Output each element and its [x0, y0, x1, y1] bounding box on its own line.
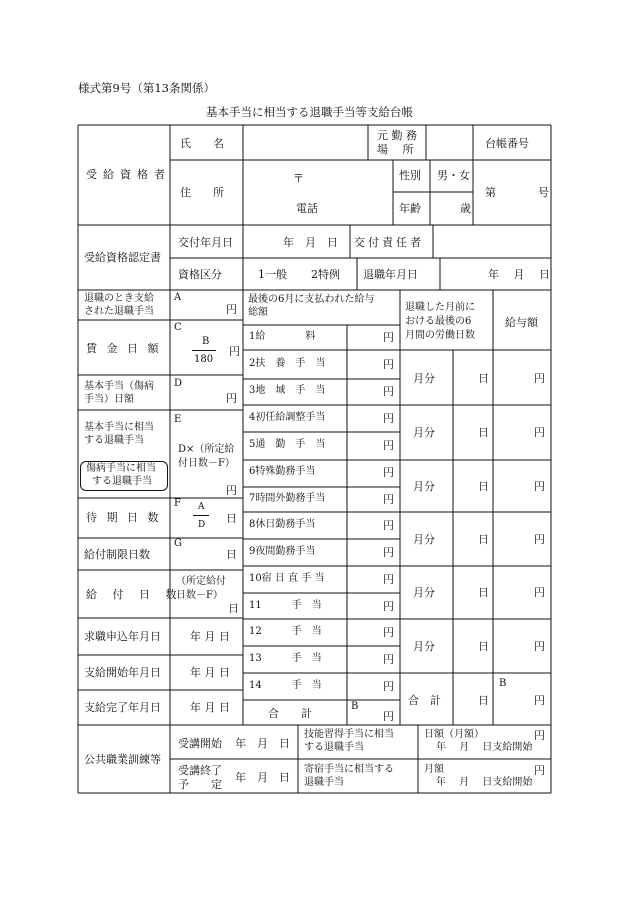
training-start-label: 受講開始: [178, 737, 222, 750]
wage-item-9: 9夜間勤務手当: [249, 546, 316, 557]
wage-yen-6: 円: [383, 466, 394, 479]
work-days-label-2: おける最後の6: [405, 316, 472, 327]
ledger-number-label: 台帳番号: [485, 137, 529, 150]
formula-f-numerator: A: [198, 502, 205, 512]
wage-item-4: 4初任給調整手当: [249, 412, 326, 423]
fraction-bar-f: [193, 515, 209, 516]
month-unit-4: 月分: [413, 533, 435, 546]
wage-item-2: 2扶 養 手 当: [249, 358, 326, 369]
yen-a: 円: [226, 303, 237, 316]
benefit-days-formula-2: 日数－F）: [176, 590, 223, 601]
wage-item-6: 6特殊勤務手当: [249, 466, 316, 477]
form-number: 様式第9号（第13条関係）: [78, 81, 215, 95]
job-apply-date-ymd: 年 月 日: [190, 630, 230, 643]
pay-start-date-label: 支給開始年月日: [84, 666, 161, 679]
yen-unit-1: 円: [534, 372, 545, 385]
day-unit-5: 日: [478, 586, 489, 599]
wage-yen-14: 円: [383, 680, 394, 693]
wage-item-13: 13 手 当: [249, 653, 322, 664]
former-workplace-label: 元 勤 務: [377, 129, 417, 142]
wage-item-1: 1給 料: [249, 331, 316, 342]
waiting-days-label: 待 期 日 数: [86, 511, 162, 524]
sex-options: 男・女: [437, 169, 470, 182]
last6-total-label: 最後の6月に支払われた給与: [248, 294, 375, 305]
formula-f-denominator: D: [198, 520, 206, 530]
benefit-days-label: 給 付 日 数: [86, 588, 183, 601]
restriction-days-label: 給付制限日数: [84, 548, 150, 561]
wage-yen-7: 円: [383, 493, 394, 506]
wage-daily-label: 賃 金 日 額: [86, 342, 162, 355]
fraction-bar-c: [192, 350, 216, 351]
training-end-label-2: 予 定: [178, 778, 222, 791]
age-unit: 歳: [460, 202, 471, 215]
wage-yen-total: 円: [383, 710, 394, 723]
month-unit-3: 月分: [413, 480, 435, 493]
applicant-section-label: 受給資格者: [86, 168, 171, 181]
wage-item-5: 5通 勤 手 当: [249, 439, 326, 450]
retire-allowance-label-2: された退職手当: [84, 306, 154, 317]
yen-unit-6: 円: [534, 640, 545, 653]
day-unit-1: 日: [478, 372, 489, 385]
wage-yen-4: 円: [383, 412, 394, 425]
sex-label: 性別: [399, 169, 421, 182]
formula-c-denominator: 180: [194, 354, 214, 365]
wage-item-14: 14 手 当: [249, 680, 322, 691]
benefit-days-formula: （所定給付: [176, 576, 226, 587]
formula-c-numerator: B: [202, 336, 210, 347]
wage-yen-8: 円: [383, 519, 394, 532]
day-unit-3: 日: [478, 480, 489, 493]
lodging-allowance-label: 寄宿手当に相当する: [304, 764, 394, 775]
training-start-ymd: 年 月 日: [235, 737, 290, 750]
formula-e-expr: D×（所定給: [178, 444, 235, 455]
formula-a: A: [174, 292, 182, 303]
day-unit-6: 日: [478, 640, 489, 653]
monthly-label: 月額: [424, 764, 444, 775]
monthly-yen: 円: [534, 764, 545, 777]
daily-monthly-yen: 円: [534, 729, 545, 742]
category-special: 2特例: [311, 268, 340, 281]
skill-allowance-label: 技能習得手当に相当: [304, 729, 394, 740]
number-suffix: 号: [538, 186, 549, 199]
wage-yen-5: 円: [383, 439, 394, 452]
last6-total-label-2: 総額: [248, 307, 268, 318]
wage-item-7: 7時間外勤務手当: [249, 493, 326, 504]
name-label: 氏 名: [180, 137, 224, 150]
yen-unit-2: 円: [534, 426, 545, 439]
wage-item-3: 3地 域 手 当: [249, 385, 326, 396]
formula-c: C: [174, 322, 182, 333]
pay-end-date-ymd: 年 月 日: [190, 701, 230, 714]
yen-d: 円: [226, 392, 237, 405]
wage-yen-12: 円: [383, 626, 394, 639]
pay-end-date-label: 支給完了年月日: [84, 701, 161, 714]
wage-item-10: 10宿 日 直 手 当: [249, 573, 325, 584]
day-unit-4: 日: [478, 533, 489, 546]
skill-allowance-label-2: する退職手当: [304, 742, 364, 753]
age-label: 年齢: [399, 202, 421, 215]
training-section-label: 公共職業訓練等: [84, 753, 161, 766]
pay-amount-label: 給与額: [505, 316, 538, 329]
issuer-label: 交付責任者: [354, 236, 424, 249]
yen-e: 円: [226, 484, 237, 497]
day-benefit: 日: [228, 602, 239, 615]
day-unit-2: 日: [478, 426, 489, 439]
wage-total-b: B: [351, 701, 359, 712]
work-days-label: 退職した月前に: [405, 302, 475, 313]
sick-allowance-label: 傷病手当に相当: [86, 463, 156, 474]
formula-g: G: [174, 538, 182, 549]
training-end-ymd: 年 月 日: [235, 771, 290, 784]
month-unit-5: 月分: [413, 586, 435, 599]
wage-yen-13: 円: [383, 653, 394, 666]
retire-date-label: 退職年月日: [363, 268, 418, 281]
form-title: 基本手当に相当する退職手当等支給台帳: [206, 105, 413, 119]
address-label: 住 所: [180, 186, 224, 199]
job-apply-date-label: 求職申込年月日: [84, 630, 161, 643]
equiv-allowance-label-2: する退職手当: [84, 435, 144, 446]
wage-total-label: 合 計: [268, 707, 312, 720]
day-f: 日: [226, 512, 237, 525]
skill-pay-start: 年 月 日支給開始: [436, 742, 533, 753]
yen-c: 円: [229, 345, 240, 358]
issue-date-label: 交付年月日: [178, 236, 233, 249]
wage-yen-2: 円: [383, 358, 394, 371]
retire-allowance-label: 退職のとき支給: [84, 293, 154, 304]
equiv-allowance-label: 基本手当に相当: [84, 422, 154, 433]
yen-unit-total: 円: [534, 694, 545, 707]
daily-monthly-label: 日額（月額）: [424, 729, 484, 740]
formula-d: D: [174, 378, 183, 389]
lodging-allowance-label-2: 退職手当: [304, 777, 344, 788]
wage-yen-1: 円: [383, 331, 394, 344]
retire-date-ymd: 年 月 日: [488, 268, 550, 281]
wage-yen-10: 円: [383, 573, 394, 586]
basic-daily-label-2: 手当）日額: [84, 394, 134, 405]
sick-allowance-label-2: する退職手当: [92, 476, 152, 487]
grand-total-b: B: [499, 678, 507, 689]
wage-yen-9: 円: [383, 546, 394, 559]
training-end-label: 受講終了: [178, 764, 222, 777]
wage-yen-3: 円: [383, 385, 394, 398]
yen-unit-3: 円: [534, 480, 545, 493]
day-unit-total: 日: [478, 694, 489, 707]
issue-date-ymd: 年 月 日: [283, 236, 338, 249]
postal-mark: 〒: [293, 172, 304, 185]
lodging-pay-start: 年 月 日支給開始: [436, 777, 533, 788]
yen-unit-5: 円: [534, 586, 545, 599]
wage-item-11: 11 手 当: [249, 600, 322, 611]
wage-item-12: 12 手 当: [249, 626, 322, 637]
day-g: 日: [226, 548, 237, 561]
formula-f: F: [174, 498, 181, 509]
phone-label: 電話: [296, 202, 318, 215]
category-general: 1一般: [258, 268, 287, 281]
wage-yen-11: 円: [383, 600, 394, 613]
month-unit-6: 月分: [413, 640, 435, 653]
formula-e-expr-2: 付日数－F）: [178, 458, 235, 469]
month-unit-2: 月分: [413, 426, 435, 439]
former-workplace-label-2: 場 所: [377, 143, 414, 156]
pay-start-date-ymd: 年 月 日: [190, 666, 230, 679]
grand-total-label: 合 計: [408, 694, 441, 707]
month-unit-1: 月分: [413, 372, 435, 385]
basic-daily-label: 基本手当（傷病: [84, 381, 154, 392]
category-label: 資格区分: [178, 268, 222, 281]
number-prefix: 第: [485, 186, 496, 199]
yen-unit-4: 円: [534, 533, 545, 546]
certificate-section-label: 受給資格認定書: [84, 251, 161, 264]
wage-item-8: 8休日勤務手当: [249, 519, 316, 530]
formula-e: E: [174, 414, 182, 425]
work-days-label-3: 月間の労働日数: [405, 330, 475, 341]
